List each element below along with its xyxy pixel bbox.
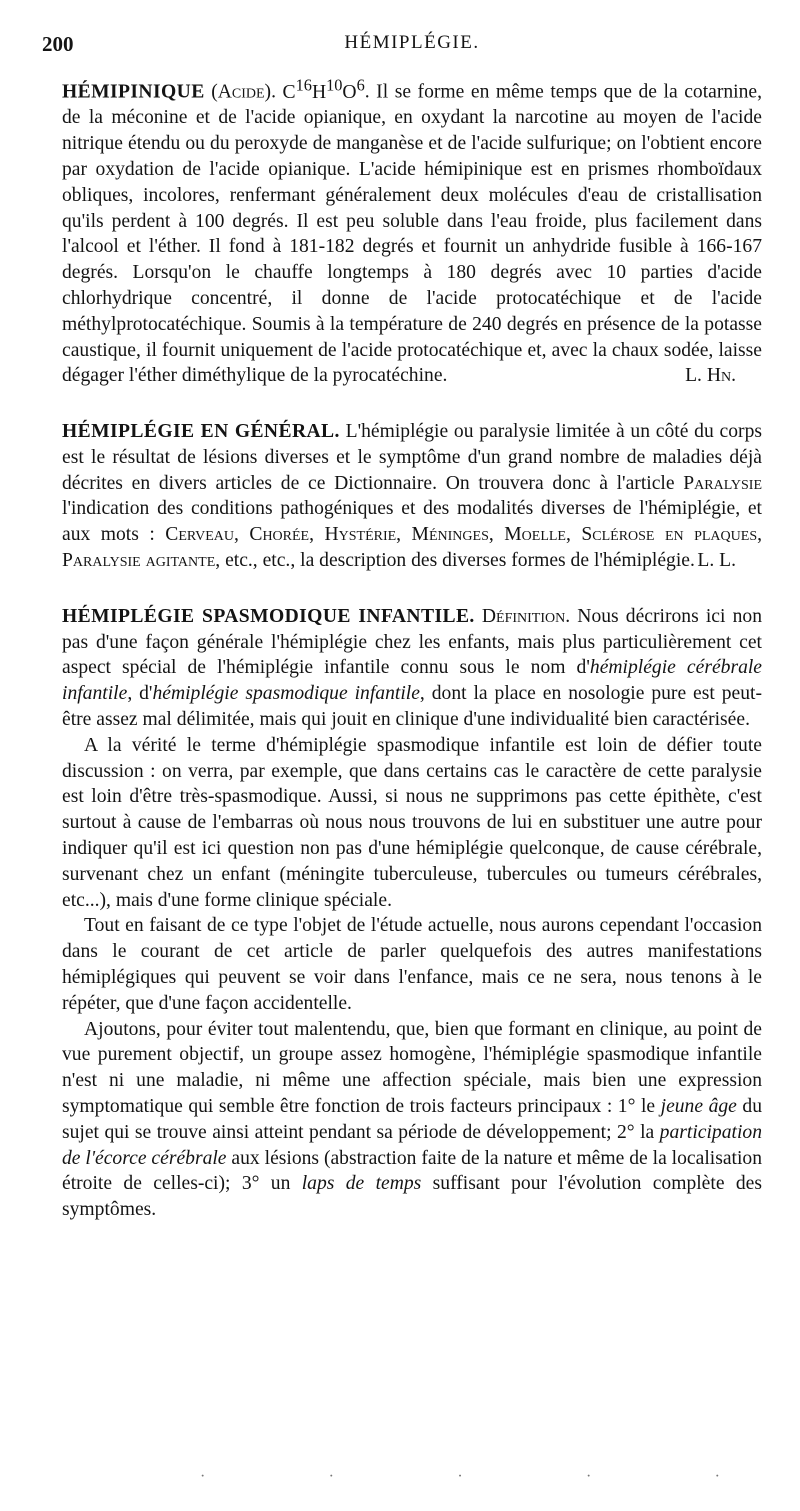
running-title: HÉMIPLÉGIE. <box>344 32 480 53</box>
speck: · <box>328 1468 334 1485</box>
speck: · <box>457 1468 463 1485</box>
cross-reference-list: Cerveau, Chorée, Hystérie, Méninges, Moelle, Sclérose en plaques, Paralysie agitante <box>62 524 762 572</box>
speck: · <box>585 1468 592 1485</box>
signature-hemiplegie-general: L. L. <box>697 550 736 572</box>
paragraph-definition: HÉMIPLÉGIE SPASMODIQUE INFANTILE. Définition. Nous décrirons ici non pas d'une façon générale l'hémiplégie chez les enfants, mais plus particulièrement cet aspect spécial de l'hémiplégie infantile connu sous le nom d'hémiplégie cérébrale infantile, d'hémiplégie spasmodique infantile, dont la place en nosologie pure est peut-être assez mal délimitée, mais qui jouit en clinique d'une individualité bien caractérisée. <box>62 605 763 731</box>
headword-hemiplegie-general: HÉMIPLÉGIE EN GÉNÉRAL. <box>62 421 340 443</box>
headword-hemiplegie-spasmodique: HÉMIPLÉGIE SPASMODIQUE INFANTILE. <box>62 605 475 627</box>
headword-hemipinique: HÉMIPINIQUE <box>62 81 205 103</box>
article-hemipinique <box>62 72 762 389</box>
speck: · <box>714 1468 720 1485</box>
paragraph-ajoutons: Ajoutons, pour éviter tout malentendu, que, bien que formant en clinique, au point de vue purement objectif, un groupe assez homogène, l'hémiplégie spasmodique infantile n'est ni une maladie, ni même une affection spéciale, mais bien une expression symptomatique qui semble être fonction de trois facteurs principaux : 1° le jeune âge du sujet qui se trouve ainsi atteint pendant sa période de développement; 2° la participation de l'écorce cérébrale aux lésions (abstraction faite de la nature et même de la localisation étroite de celles-ci); 3° un laps de temps suffisant pour l'évolution complète des symptômes. <box>62 1018 763 1221</box>
speck: · <box>200 1468 206 1485</box>
running-head <box>42 30 762 60</box>
paragraph-verite: A la vérité le terme d'hémiplégie spasmodique infantile est loin de défier toute discussion : on verra, par exemple, que dans certains cas le caractère de cette paralysie est loin d'être très-spasmodique. Aussi, si nous ne supprimons pas cette épithète, c'est surtout à cause de l'embarras où nous nous trouvons de lui en substituer une autre pour indiquer qu'il est ici question non pas d'une hémiplégie quelconque, de cause cérébrale, survenant chez un enfant (méningite tuberculeuse, tubercules ou tumeurs cérébrales, etc...), mais d'une forme clinique spéciale. <box>62 734 762 911</box>
qualifier-acide: (Acide). <box>211 81 276 103</box>
scan-specks <box>200 1468 720 1486</box>
cross-reference-paralysie: Paralysie <box>683 472 762 494</box>
article-hemiplegie-general-text: HÉMIPLÉGIE EN GÉNÉRAL. L'hémiplégie ou paralysie limitée à un côté du corps est le résultat de lésions diverses et le symptôme d'un grand nombre de maladies déjà décrites en divers articles de ce Dictionnaire. On trouvera donc à l'article Paralysie l'indication des conditions pathogéniques et des modalités diverses de l'hémiplégie, et aux mots : Cerveau, Chorée, Hystérie, Méninges, Moelle, Sclérose en plaques, Paralysie agitante, etc., etc., la description des diverses formes de l'hémiplégie. L. L. <box>62 419 762 574</box>
page-number: 200 <box>42 32 74 56</box>
article-hemipinique-body: . Il se forme en même temps que de la cotarnine, de la méconine et de l'acide opianique, en oxydant la narcotine au moyen de l'acide nitrique étendu ou du peroxyde de manganèse et de l'acide sulfurique; on l'obtient encore par oxydation de l'acide opianique. L'acide hémipinique est en prismes rhomboïdaux obliques, incolores, renfermant généralement deux molécules d'eau de cristallisation qu'ils perdent à 100 degrés. Il est peu soluble dans l'eau froide, plus facilement dans l'alcool et l'éther. Il fond à 181-182 degrés et fournit un anhydride fusible à 166-167 degrés. Lorsqu'on le chauffe longtemps à 180 degrés avec 10 parties d'acide chlorhydrique concentré, il donne de l'acide protocatéchique et de l'acide méthylprotocatéchique. Soumis à la température de 240 degrés en présence de la potasse caustique, il fournit uniquement de l'acide protocatéchique et, avec la chaux sodée, laisse dégager l'éther diméthylique de la pyrocatéchine. <box>62 81 762 387</box>
article-hemiplegie-general <box>62 419 762 574</box>
chemical-formula: $C^{16}H^{10}O^6$ <box>282 75 365 103</box>
paragraph-type: Tout en faisant de ce type l'objet de l'étude actuelle, nous aurons cependant l'occasion dans le courant de cet article de parler quelquefois des autres manifestations hémiplégiques qui peuvent se voir dans l'enfance, mais ce ne sera, nous tenons à le répéter, que d'une façon accidentelle. <box>62 915 762 1014</box>
article-hemiplegie-spasmodique <box>62 604 762 1223</box>
section-label-definition: Définition. <box>481 605 571 627</box>
signature-hemipinique: L. Hn. <box>685 365 736 387</box>
article-hemipinique-text <box>62 72 762 389</box>
